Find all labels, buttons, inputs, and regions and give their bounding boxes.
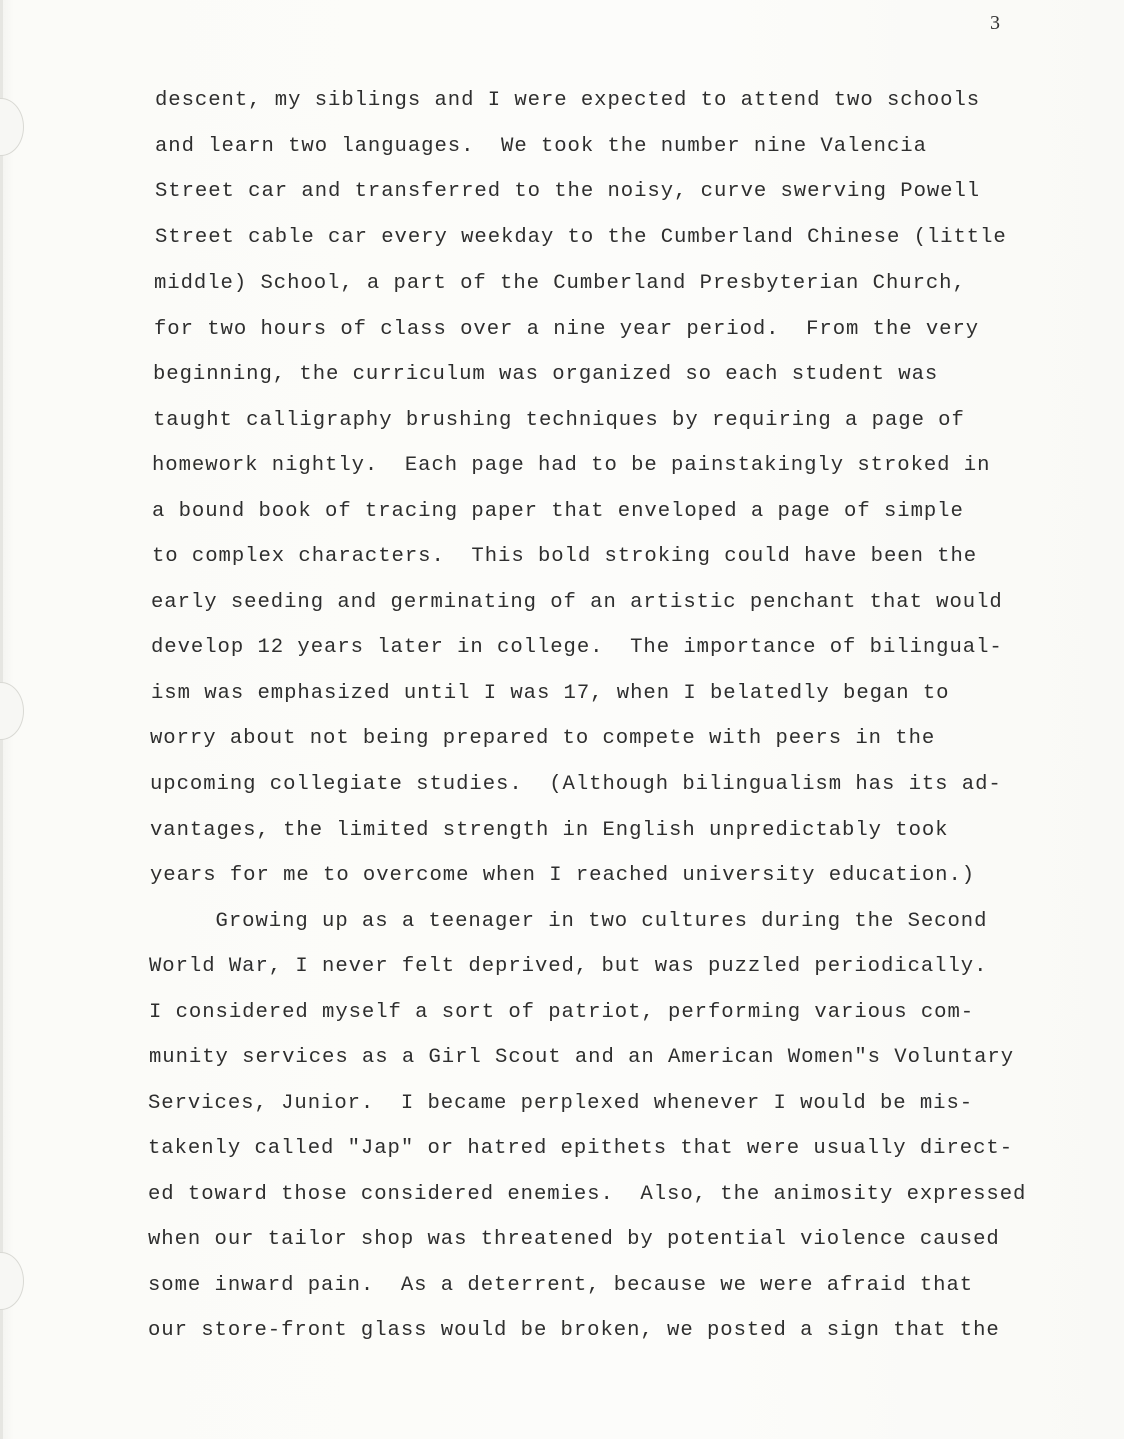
body-line: early seeding and germinating of an artistic penchant that would — [151, 591, 1003, 614]
body-line: when our tailor shop was threatened by potential violence caused — [148, 1228, 1000, 1251]
body-line: our store-front glass would be broken, we posted a sign that the — [148, 1319, 1000, 1342]
punch-hole-bottom — [0, 1252, 24, 1310]
body-line: for two hours of class over a nine year period. From the very — [154, 318, 980, 341]
punch-hole-middle — [0, 682, 24, 740]
body-line: beginning, the curriculum was organized so each student was — [153, 363, 939, 386]
body-line: descent, my siblings and I were expected to attend two schools — [155, 89, 981, 112]
body-line: munity services as a Girl Scout and an American Women"s Voluntary — [149, 1046, 1015, 1069]
body-line: Growing up as a teenager in two cultures during the Second — [149, 910, 988, 933]
body-line: Street car and transferred to the noisy, curve swerving Powell — [155, 180, 981, 203]
punch-hole-top — [0, 98, 24, 156]
body-line: I considered myself a sort of patriot, performing various com- — [149, 1001, 975, 1024]
body-line: ed toward those considered enemies. Also, the animosity expressed — [148, 1183, 1027, 1206]
body-line: vantages, the limited strength in English unpredictably took — [150, 819, 949, 842]
body-line: worry about not being prepared to compete with peers in the — [150, 727, 936, 750]
body-line: taught calligraphy brushing techniques by requiring a page of — [153, 409, 965, 432]
body-line: some inward pain. As a deterrent, because we were afraid that — [148, 1274, 974, 1297]
body-line: Services, Junior. I became perplexed whenever I would be mis- — [148, 1092, 974, 1115]
body-line: World War, I never felt deprived, but was puzzled periodically. — [149, 955, 988, 978]
body-line: takenly called "Jap" or hatred epithets that were usually direct- — [148, 1137, 1014, 1160]
body-line: to complex characters. This bold stroking could have been the — [152, 545, 978, 568]
body-line: a bound book of tracing paper that enveloped a page of simple — [152, 500, 964, 523]
body-line: upcoming collegiate studies. (Although bilingualism has its ad- — [150, 773, 1002, 796]
body-line: and learn two languages. We took the number nine Valencia — [155, 135, 927, 158]
page-number: 3 — [990, 12, 1000, 34]
body-line: develop 12 years later in college. The importance of bilingual- — [151, 636, 1003, 659]
body-line: homework nightly. Each page had to be painstakingly stroked in — [152, 454, 991, 477]
body-line: ism was emphasized until I was 17, when I belatedly began to — [151, 682, 950, 705]
body-line: Street cable car every weekday to the Cumberland Chinese (little — [155, 226, 1007, 249]
body-line: years for me to overcome when I reached university education.) — [150, 864, 976, 887]
body-line: middle) School, a part of the Cumberland Presbyterian Church, — [154, 272, 966, 295]
